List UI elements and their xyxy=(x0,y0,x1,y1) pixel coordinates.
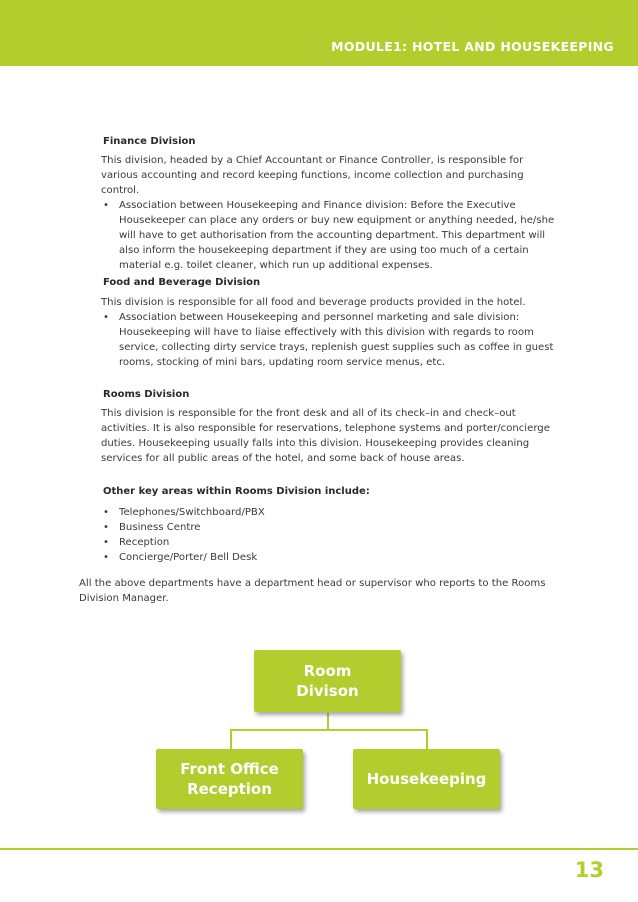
other-bullet-text: Business Centre xyxy=(119,522,201,533)
food-paragraph: This division is responsible for all food and beverage products provided in the hotel. xyxy=(101,297,526,308)
bullet-icon: • xyxy=(103,200,109,211)
org-node-label: Room xyxy=(303,662,352,680)
footer-divider xyxy=(0,848,638,850)
org-node-housekeeping xyxy=(353,749,500,809)
food-bullet-list xyxy=(101,310,563,370)
list-item xyxy=(101,550,563,565)
module-title: MODULE1: HOTEL AND HOUSEKEEPING xyxy=(331,39,614,54)
finance-bullet-list xyxy=(101,198,563,273)
list-item xyxy=(101,520,563,535)
org-node-label: Housekeeping xyxy=(366,770,487,788)
finance-heading: Finance Division xyxy=(103,136,196,147)
connector-vertical-right xyxy=(426,729,428,749)
other-bullet-text: Reception xyxy=(119,537,170,548)
connector-horizontal xyxy=(230,729,428,731)
other-bullet-list xyxy=(101,505,563,565)
food-heading: Food and Beverage Division xyxy=(103,277,261,288)
connector-vertical-left xyxy=(230,729,232,749)
bullet-icon: • xyxy=(103,522,109,533)
bullet-icon: • xyxy=(103,552,109,563)
summary-paragraph: All the above departments have a department head or supervisor who reports to the Rooms Division Manager. xyxy=(79,578,546,604)
org-node-label: Reception xyxy=(187,780,272,798)
rooms-heading: Rooms Division xyxy=(103,389,190,400)
org-node-label: Divison xyxy=(296,682,359,700)
finance-bullet-text: Association between Housekeeping and Finance division: Before the Executive Housekeeper can place any orders or buy new equipment or anything needed, he/she will have to get authorisation from the accounting department. This department will also inform the housekeeping department if they are using too much of a certain material e.g. toilet cleaner, which run up additional expenses. xyxy=(119,200,555,271)
list-item xyxy=(101,310,563,370)
bullet-icon: • xyxy=(103,312,109,323)
org-node-room-division xyxy=(254,650,401,712)
other-heading: Other key areas within Rooms Division include: xyxy=(103,486,370,497)
list-item xyxy=(101,198,563,273)
bullet-icon: • xyxy=(103,507,109,518)
page-number: 13 xyxy=(574,858,604,882)
page-header xyxy=(0,0,638,66)
food-bullet-text: Association between Housekeeping and personnel marketing and sale division: Housekeeping will have to liaise effectively with this division with regards to room service, collecting dirty service trays, replenish guest supplies such as coffee in guest rooms, stocking of mini bars, updating room service menus, etc. xyxy=(119,312,554,368)
org-node-label: Front Office xyxy=(180,760,279,778)
other-bullet-text: Concierge/Porter/ Bell Desk xyxy=(119,552,258,563)
org-node-front-office xyxy=(156,749,303,809)
rooms-paragraph: This division is responsible for the front desk and all of its check–in and check–out activities. It is also responsible for reservations, telephone systems and porter/concierge duties. Housekeeping usually falls into this division. Housekeeping provides cleaning services for all public areas of the hotel, and some back of house areas. xyxy=(101,408,550,464)
finance-paragraph: This division, headed by a Chief Accountant or Finance Controller, is responsible for various accounting and record keeping functions, income collection and purchasing control. xyxy=(101,155,524,196)
bullet-icon: • xyxy=(103,537,109,548)
other-bullet-text: Telephones/Switchboard/PBX xyxy=(119,507,265,518)
list-item xyxy=(101,505,563,520)
list-item xyxy=(101,535,563,550)
